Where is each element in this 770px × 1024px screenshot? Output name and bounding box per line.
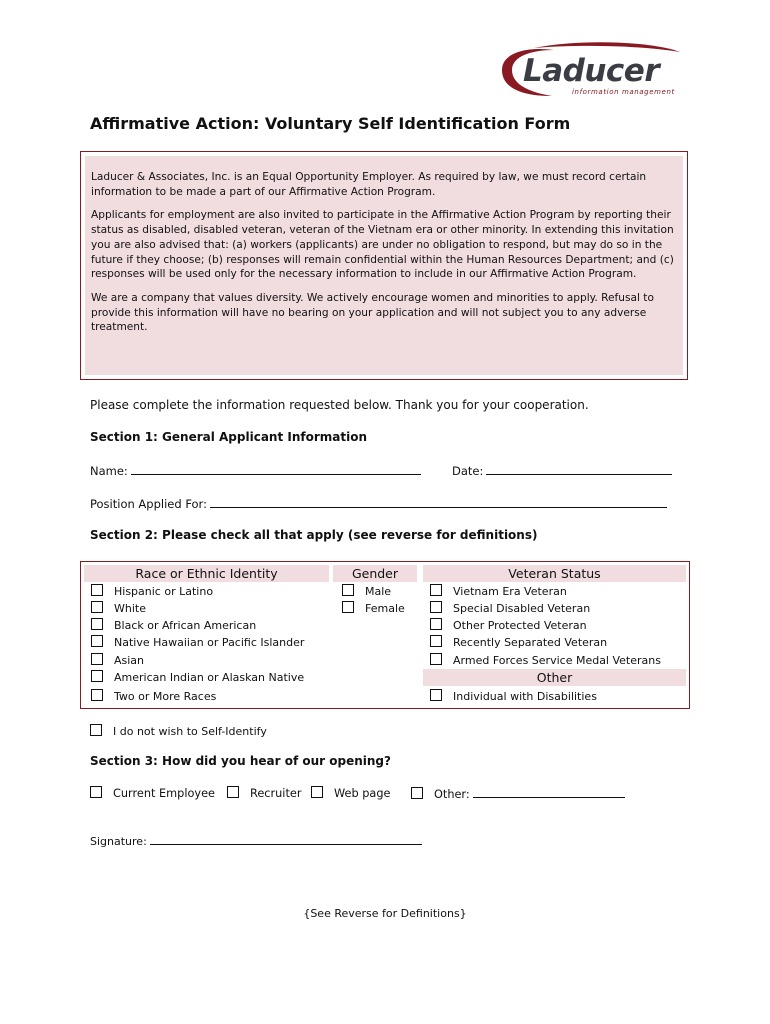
- checkbox[interactable]: [430, 618, 442, 630]
- name-label: Name:: [90, 464, 128, 478]
- veteran-option[interactable]: Other Protected Veteran: [430, 618, 587, 633]
- gender-option[interactable]: Female: [342, 601, 405, 616]
- section-2-heading: Section 2: Please check all that apply (see reverse for definitions): [90, 528, 538, 542]
- checkbox[interactable]: [91, 635, 103, 647]
- source-option-other[interactable]: Other:: [411, 786, 625, 802]
- name-field[interactable]: [131, 462, 421, 475]
- date-field[interactable]: [486, 462, 672, 475]
- checkbox[interactable]: [91, 618, 103, 630]
- logo-wordmark: Laducer: [523, 53, 660, 89]
- checkbox[interactable]: [311, 786, 323, 798]
- signature-field[interactable]: [150, 833, 422, 845]
- race-option[interactable]: White: [91, 601, 146, 616]
- checkbox[interactable]: [90, 724, 102, 736]
- race-column-header: Race or Ethnic Identity: [84, 565, 329, 582]
- checkbox[interactable]: [91, 653, 103, 665]
- checkbox[interactable]: [342, 601, 354, 613]
- checkbox[interactable]: [411, 787, 423, 799]
- race-option[interactable]: Two or More Races: [91, 689, 216, 704]
- page-title: Affirmative Action: Voluntary Self Identification Form: [90, 114, 571, 133]
- position-field-row: [90, 495, 667, 511]
- checkbox[interactable]: [430, 689, 442, 701]
- position-field[interactable]: [210, 495, 667, 508]
- decline-option[interactable]: I do not wish to Self-Identify: [90, 724, 267, 739]
- checkbox[interactable]: [227, 786, 239, 798]
- date-label: Date:: [452, 464, 484, 478]
- checkbox[interactable]: [91, 601, 103, 613]
- race-option[interactable]: Hispanic or Latino: [91, 584, 213, 599]
- veteran-option[interactable]: Special Disabled Veteran: [430, 601, 590, 616]
- gender-option[interactable]: Male: [342, 584, 391, 599]
- gender-column-header: Gender: [333, 565, 417, 582]
- checkbox[interactable]: [430, 601, 442, 613]
- checkbox[interactable]: [91, 689, 103, 701]
- signature-label: Signature:: [90, 835, 147, 848]
- source-option[interactable]: Web page: [311, 786, 390, 801]
- position-label: Position Applied For:: [90, 497, 207, 511]
- checkbox[interactable]: [91, 670, 103, 682]
- eeo-notice-box: [80, 151, 688, 380]
- notice-paragraph-2: Applicants for employment are also invited to participate in the Affirmative Action Program by reporting their status as disabled, disabled veteran, veteran of the Vietnam era or other minority. In extending this invitation you are also advised that: (a) workers (applicants) are under no obligation to respond, but may do so in the future if they choose; (b) responses will remain confidential within the Human Resources Department; and (c) responses will be used only for the necessary information to include in our Affirmative Action Program.: [91, 209, 674, 281]
- other-source-field[interactable]: [473, 786, 625, 798]
- date-field-row: [452, 462, 672, 478]
- section-1-heading: Section 1: General Applicant Information: [90, 430, 368, 444]
- source-option[interactable]: Current Employee: [90, 786, 215, 801]
- notice-paragraph-3: We are a company that values diversity. We actively encourage women and minorities to apply. Refusal to provide this information will have no bearing on your application and will not subject you to any adverse treatment.: [91, 291, 654, 334]
- veteran-option[interactable]: Recently Separated Veteran: [430, 635, 607, 650]
- veteran-option[interactable]: Vietnam Era Veteran: [430, 584, 567, 599]
- signature-row: [90, 833, 422, 848]
- veteran-column-header: Veteran Status: [423, 565, 686, 582]
- notice-paragraph-1: Laducer & Associates, Inc. is an Equal Opportunity Employer. As required by law, we must record certain information to be made a part of our Affirmative Action Program.: [91, 171, 647, 198]
- checkbox[interactable]: [90, 786, 102, 798]
- section-3-heading: Section 3: How did you hear of our opening?: [90, 754, 391, 768]
- footer-note: {See Reverse for Definitions}: [303, 907, 467, 920]
- instructions-text: Please complete the information requested below. Thank you for your cooperation.: [90, 398, 589, 412]
- name-field-row: [90, 462, 421, 478]
- race-option[interactable]: Native Hawaiian or Pacific Islander: [91, 635, 304, 650]
- identity-checkbox-grid: [80, 561, 690, 709]
- source-option[interactable]: Recruiter: [227, 786, 301, 801]
- veteran-option[interactable]: Armed Forces Service Medal Veterans: [430, 653, 661, 668]
- race-option[interactable]: Asian: [91, 653, 144, 668]
- race-option[interactable]: Black or African American: [91, 618, 256, 633]
- other-option[interactable]: Individual with Disabilities: [430, 689, 597, 704]
- checkbox[interactable]: [91, 584, 103, 596]
- checkbox[interactable]: [430, 653, 442, 665]
- checkbox[interactable]: [430, 635, 442, 647]
- checkbox[interactable]: [342, 584, 354, 596]
- race-option[interactable]: American Indian or Alaskan Native: [91, 670, 304, 685]
- other-column-header: Other: [423, 669, 686, 686]
- checkbox[interactable]: [430, 584, 442, 596]
- logo-tagline: information management: [572, 88, 675, 96]
